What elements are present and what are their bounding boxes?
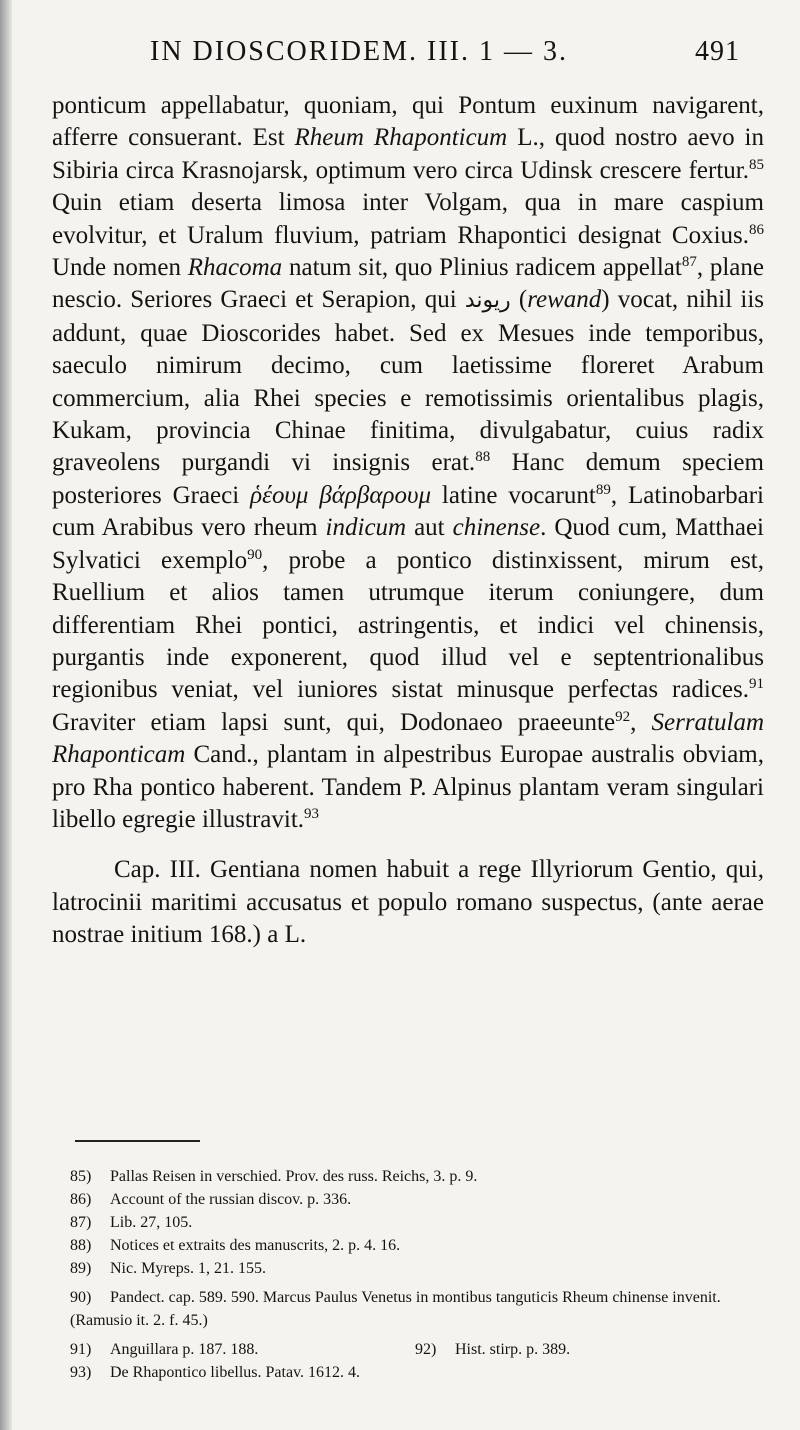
text-run: aut [406, 514, 453, 542]
footnote-text: De Rhapontico libellus. Patav. 1612. 4. [110, 1364, 361, 1381]
footnote-number: 86) [70, 1191, 92, 1208]
footnote-number: 85) [70, 1168, 92, 1185]
footnote-text: Lib. 27, 105. [110, 1214, 193, 1231]
text-run: , Latinobarbari cum Arabibus vero rheum [52, 481, 764, 542]
footnote-text: Hist. stirp. p. 389. [455, 1341, 571, 1358]
text-run: Unde nomen [52, 254, 188, 282]
footnote-ref-89[interactable]: 89 [595, 481, 611, 498]
footnote-ref-86[interactable]: 86 [749, 221, 764, 238]
main-text [52, 90, 764, 952]
arabic-word: ريوند [464, 288, 511, 314]
footnote-93 [70, 1361, 760, 1384]
footnote-number: 92) [415, 1341, 437, 1358]
greek-term: ῥέουμ βάρβαρουμ [250, 481, 432, 509]
italic-term: indicum [325, 514, 407, 542]
footnote-92 [415, 1338, 760, 1361]
footnote-number: 91) [70, 1341, 92, 1358]
footnote-text: Anguillara p. 187. 188. [110, 1341, 259, 1358]
text-run: natum sit, quo Plinius radicem appellat [282, 254, 682, 282]
footnote-89 [70, 1257, 760, 1280]
text-run: , [630, 708, 652, 736]
italic-term: Rheum Rhaponticum [294, 124, 508, 152]
text-run: latine vocarunt [431, 481, 596, 509]
footnote-text: Account of the russian discov. p. 336. [110, 1191, 352, 1208]
text-run: ( [510, 286, 528, 314]
footnote-ref-91[interactable]: 91 [749, 676, 764, 693]
footnote-text: Notices et extraits des manuscrits, 2. p. 4. 16. [110, 1237, 401, 1254]
paragraph-gentiana: Cap. III. Gentiana nomen habuit a rege Illyriorum Gentio, qui, latrocinii maritimi accusatus et populo romano suspectus, (ante aerae nostrae initium 168.) a L. [52, 856, 764, 949]
footnote-ref-93[interactable]: 93 [304, 805, 320, 822]
text-run: ponticum appellabatur, quoniam, qui Pontum euxinum navigarent, afferre consuerant. Est [52, 92, 764, 152]
footnote-87 [70, 1211, 760, 1234]
text-run: . Quod cum, Matthaei Sylvatici exemplo [52, 514, 764, 574]
footnote-text: Pandect. cap. 589. 590. Marcus Paulus Venetus in montibus tanguticis Rheum chinense invenit. (Ramusio it. 2. f. 45.) [70, 1289, 721, 1329]
italic-term: Rhacoma [187, 254, 283, 282]
footnote-91 [70, 1338, 415, 1361]
italic-term: chinense [452, 514, 541, 542]
text-run: , probe a pontico distinxissent, mirum est, Ruellium et alios tamen utrumque iterum coniungere, dum differentiam Rhei pontici, astringentis, et indici vel chinensis, purgantis inde exponerent, quod illud vel e septentrionalibus regionibus veniat, vel iuniores sistat minusque perfectas radices. [52, 546, 765, 704]
italic-term: Serratulam Rhaponticam [52, 708, 764, 769]
footnote-number: 93) [70, 1364, 92, 1381]
page-edge-shadow [0, 0, 12, 1430]
text-run: Cand., plantam in alpestribus Europae australis obviam, pro Rha pontico haberent. Tandem P. Alpinus plantam veram singulari libello egregie illustravit. [52, 741, 764, 833]
footnotes [70, 1165, 760, 1384]
footnote-text: Pallas Reisen in verschied. Prov. des russ. Reichs, 3. p. 9. [110, 1168, 478, 1185]
text-run: Graviter etiam lapsi sunt, qui, Dodonaeo praeeunte [52, 708, 616, 736]
page-header [150, 36, 740, 68]
footnote-divider [75, 1140, 200, 1142]
footnote-ref-90[interactable]: 90 [247, 546, 263, 563]
footnote-85 [70, 1165, 760, 1188]
page-number: 491 [695, 36, 740, 67]
text-run: Quin etiam deserta limosa inter Volgam, qua in mare caspium evolvitur, et Uralum fluvium, patriam Rhapontici designat Coxius. [52, 189, 764, 249]
footnote-86 [70, 1188, 760, 1211]
footnote-text: Nic. Myreps. 1, 21. 155. [110, 1260, 266, 1277]
footnote-pair [70, 1338, 760, 1361]
footnote-88 [70, 1234, 760, 1257]
text-run: L., quod nostro aevo in Sibiria circa Krasnojarsk, optimum vero circa Udinsk crescere fertur. [52, 124, 764, 184]
italic-term: rewand [527, 286, 602, 314]
footnote-number: 88) [70, 1237, 92, 1254]
text-run: Hanc demum speciem posteriores Graeci [52, 449, 764, 509]
paragraph-rheum [52, 90, 764, 836]
footnote-number: 89) [70, 1260, 92, 1277]
footnote-90 [70, 1286, 760, 1332]
footnote-ref-85[interactable]: 85 [749, 156, 764, 173]
footnote-number: 87) [70, 1214, 92, 1231]
text-run: , plane nescio. Seriores Graeci et Serapion, qui [52, 254, 764, 314]
footnote-ref-92[interactable]: 92 [615, 708, 631, 725]
footnote-ref-87[interactable]: 87 [681, 254, 697, 271]
text-run: ) vocat, nihil iis addunt, quae Dioscorides habet. Sed ex Mesues inde temporibus, saeculo nimirum decimo, cum laetissime floreret Arabum commercium, alia Rhei species e remotissimis orientalibus plagis, Kukam, provincia Chinae finitima, divulgabatur, cuius radix graveolens purgandi vi insignis erat. [52, 286, 764, 477]
footnote-number: 90) [70, 1289, 92, 1306]
footnote-ref-88[interactable]: 88 [475, 449, 491, 466]
running-head: IN DIOSCORIDEM. III. 1 — 3. [150, 36, 568, 67]
